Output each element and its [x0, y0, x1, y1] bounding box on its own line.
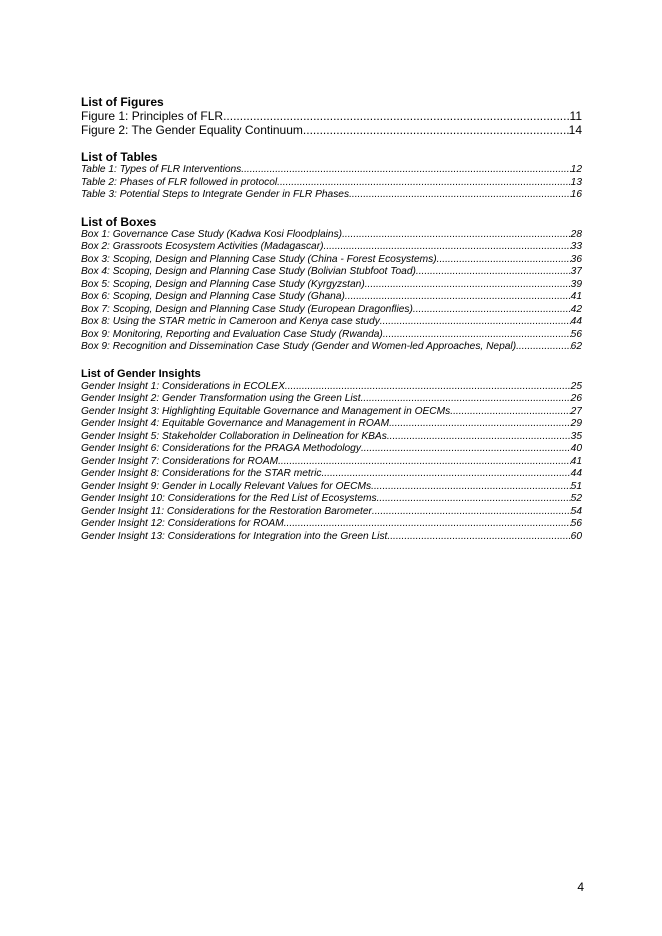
- entry-title: Figure 1: Principles of FLR: [81, 109, 224, 123]
- toc-entry[interactable]: [81, 291, 582, 304]
- entry-title: Figure 2: The Gender Equality Continuum: [81, 123, 303, 137]
- entry-title: Gender Insight 12: Considerations for ROAM: [81, 518, 284, 529]
- toc-entry[interactable]: [81, 381, 582, 394]
- entry-page-number: 11: [569, 109, 582, 123]
- dot-leader: [278, 456, 571, 469]
- entry-page-number: 37: [570, 266, 582, 277]
- toc-entry[interactable]: [81, 254, 582, 267]
- entry-page-number: 16: [570, 189, 582, 200]
- entry-page-number: 25: [570, 380, 582, 392]
- dot-leader: [303, 123, 569, 137]
- toc-entry[interactable]: [81, 109, 582, 123]
- toc-entry[interactable]: [81, 493, 582, 506]
- dot-leader: [416, 266, 571, 279]
- toc-entry[interactable]: [81, 229, 582, 242]
- entry-page-number: 26: [570, 393, 582, 404]
- entry-title: Box 9: Recognition and Dissemination Case Study (Gender and Women-led Approaches, Nepal): [81, 341, 517, 352]
- entry-page-number: 41: [570, 455, 582, 467]
- entry-title: Gender Insight 9: Gender in Locally Relevant Values for OECMs: [81, 480, 372, 492]
- entry-title: Gender Insight 5: Stakeholder Collaboration in Delineation for KBAs: [81, 430, 387, 442]
- section-figures: [81, 95, 582, 137]
- dot-leader: [450, 406, 570, 419]
- dot-leader: [345, 291, 571, 304]
- entry-page-number: 33: [570, 241, 582, 252]
- toc-entry[interactable]: [81, 406, 582, 419]
- entry-page-number: 12: [570, 164, 582, 175]
- toc-entry[interactable]: [81, 177, 582, 190]
- entry-title: Gender Insight 4: Equitable Governance and Management in ROAM: [81, 418, 390, 429]
- toc-entry[interactable]: [81, 164, 582, 177]
- entry-title: Box 4: Scoping, Design and Planning Case Study (Bolivian Stubfoot Toad): [81, 266, 416, 277]
- dot-leader: [361, 393, 571, 406]
- entry-title: Box 8: Using the STAR metric in Cameroon and Kenya case study: [81, 316, 380, 327]
- toc-entry[interactable]: [81, 431, 582, 444]
- entry-title: Box 1: Governance Case Study (Kadwa Kosi Floodplains): [81, 228, 343, 240]
- dot-leader: [413, 304, 571, 317]
- toc-entry[interactable]: [81, 304, 582, 317]
- toc-entry[interactable]: [81, 123, 582, 137]
- entry-page-number: 41: [570, 291, 582, 302]
- entry-page-number: 36: [570, 253, 582, 265]
- entry-page-number: 28: [570, 228, 582, 240]
- toc-entry[interactable]: [81, 316, 582, 329]
- dot-leader: [516, 341, 571, 354]
- table-of-contents: [81, 95, 582, 556]
- entry-title: Table 1: Types of FLR Interventions: [81, 164, 242, 175]
- dot-leader: [361, 443, 571, 456]
- entry-page-number: 56: [570, 518, 582, 529]
- toc-entry[interactable]: [81, 481, 582, 494]
- entry-page-number: 52: [570, 493, 582, 504]
- toc-entry[interactable]: [81, 393, 582, 406]
- dot-leader: [285, 381, 571, 394]
- entry-page-number: 62: [570, 341, 582, 352]
- entry-title: Gender Insight 13: Considerations for Integration into the Green List: [81, 530, 388, 542]
- toc-entry[interactable]: [81, 531, 582, 544]
- entry-title: Table 2: Phases of FLR followed in protocol: [81, 176, 278, 188]
- dot-leader: [437, 254, 571, 267]
- entry-title: Box 6: Scoping, Design and Planning Case Study (Ghana): [81, 291, 345, 302]
- dot-leader: [387, 431, 571, 444]
- entry-title: Gender Insight 1: Considerations in ECOLEX: [81, 380, 285, 392]
- entry-title: Box 9: Monitoring, Reporting and Evaluation Case Study (Rwanda): [81, 328, 383, 340]
- entry-title: Box 2: Grassroots Ecosystem Activities (Madagascar): [81, 241, 324, 252]
- toc-entry[interactable]: [81, 241, 582, 254]
- toc-entry[interactable]: [81, 518, 582, 531]
- entry-page-number: 44: [570, 468, 582, 479]
- entry-page-number: 27: [570, 405, 582, 417]
- section-heading: List of Tables: [81, 150, 158, 164]
- entry-page-number: 51: [570, 480, 582, 492]
- dot-leader: [372, 506, 571, 519]
- dot-leader: [389, 418, 571, 431]
- section-heading: List of Figures: [81, 95, 164, 109]
- section-insights: [81, 367, 582, 544]
- section-heading: List of Boxes: [81, 214, 157, 229]
- dot-leader: [371, 481, 571, 494]
- dot-leader: [365, 279, 571, 292]
- toc-entry[interactable]: [81, 329, 582, 342]
- section-heading: List of Gender Insights: [81, 367, 201, 380]
- entry-title: Box 7: Scoping, Design and Planning Case Study (European Dragonflies): [81, 303, 413, 315]
- entry-title: Box 3: Scoping, Design and Planning Case Study (China - Forest Ecosystems): [81, 253, 437, 265]
- entry-page-number: 13: [570, 176, 582, 188]
- dot-leader: [241, 164, 570, 177]
- toc-entry[interactable]: [81, 418, 582, 431]
- entry-title: Gender Insight 7: Considerations for ROAM: [81, 455, 279, 467]
- dot-leader: [342, 229, 571, 242]
- entry-page-number: 54: [570, 505, 582, 517]
- dot-leader: [380, 316, 571, 329]
- dot-leader: [383, 329, 571, 342]
- dot-leader: [349, 189, 571, 202]
- entry-title: Gender Insight 6: Considerations for the PRAGA Methodology: [81, 443, 361, 454]
- entry-title: Table 3: Potential Steps to Integrate Gender in FLR Phases: [81, 189, 350, 200]
- dot-leader: [277, 177, 571, 190]
- entry-title: Gender Insight 11: Considerations for the Restoration Barometer: [81, 505, 372, 517]
- dot-leader: [387, 531, 570, 544]
- entry-page-number: 44: [570, 316, 582, 327]
- entry-page-number: 29: [570, 418, 582, 429]
- entry-page-number: 35: [570, 430, 582, 442]
- dot-leader: [324, 241, 571, 254]
- section-tables: [81, 150, 582, 202]
- entry-page-number: 40: [570, 443, 582, 454]
- toc-entry[interactable]: [81, 189, 582, 202]
- entry-page-number: 39: [570, 278, 582, 290]
- entry-title: Box 5: Scoping, Design and Planning Case Study (Kyrgyzstan): [81, 278, 365, 290]
- dot-leader: [284, 518, 571, 531]
- toc-entry[interactable]: [81, 341, 582, 354]
- toc-entry[interactable]: [81, 279, 582, 292]
- entry-page-number: 60: [570, 530, 582, 542]
- entry-title: Gender Insight 10: Considerations for the Red List of Ecosystems: [81, 493, 377, 504]
- dot-leader: [377, 493, 571, 506]
- toc-entry[interactable]: [81, 443, 582, 456]
- section-boxes: [81, 215, 582, 354]
- entry-page-number: 42: [570, 303, 582, 315]
- entry-title: Gender Insight 3: Highlighting Equitable Governance and Management in OECMs: [81, 405, 451, 417]
- toc-entry[interactable]: [81, 468, 582, 481]
- toc-entry[interactable]: [81, 506, 582, 519]
- toc-entry[interactable]: [81, 266, 582, 279]
- entry-title: Gender Insight 2: Gender Transformation using the Green List: [81, 393, 361, 404]
- toc-entry[interactable]: [81, 456, 582, 469]
- entry-page-number: 56: [570, 328, 582, 340]
- entry-page-number: 14: [568, 123, 582, 137]
- entry-title: Gender Insight 8: Considerations for the STAR metric: [81, 468, 322, 479]
- dot-leader: [223, 109, 569, 123]
- dot-leader: [321, 468, 570, 481]
- page-number: 4: [577, 880, 584, 894]
